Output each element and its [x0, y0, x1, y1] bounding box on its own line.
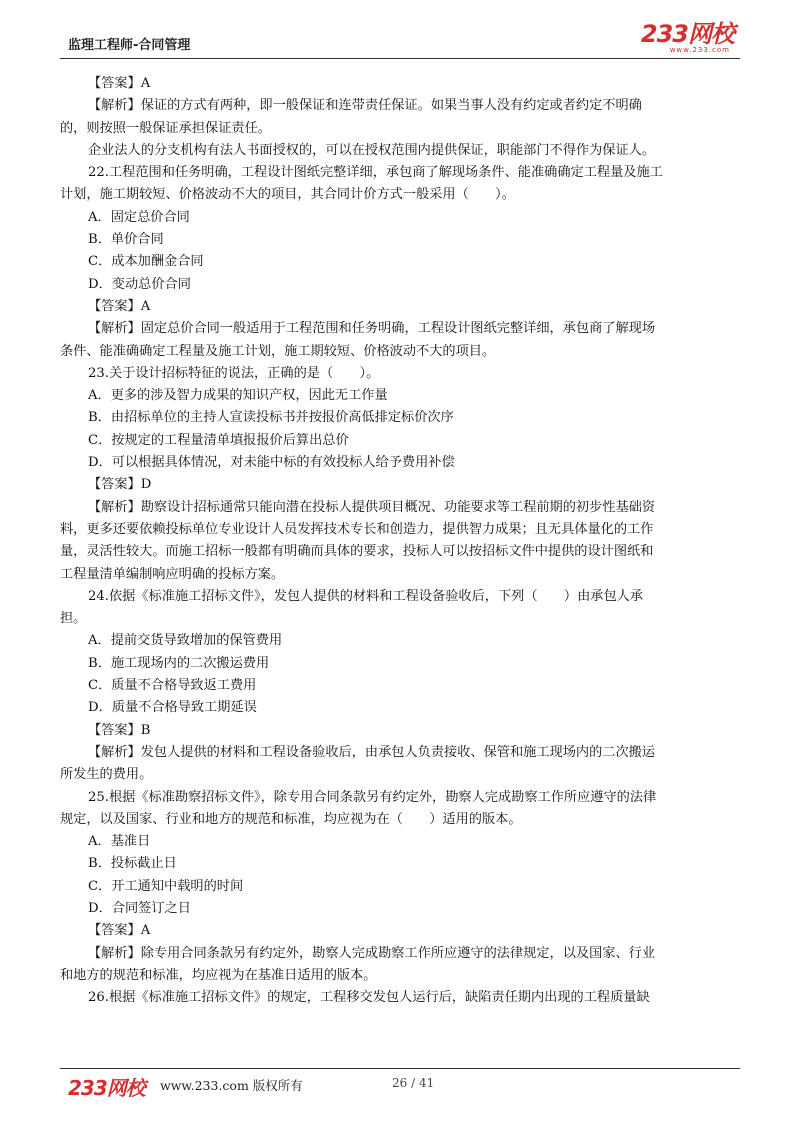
answer-line: 【答案】A	[88, 923, 151, 939]
page-number: 26 / 41	[392, 1076, 435, 1090]
question-25: 25.根据《标准勘察招标文件》，除专用合同条款另有约定外，勘察人完成勘察工作所应遵守的法律	[88, 789, 657, 805]
explanation-line: 的，则按照一般保证承担保证责任。	[60, 120, 271, 136]
logo-url: www.233.com	[669, 46, 730, 54]
question-25-cont: 规定，以及国家、行业和地方的规范和标准，均应视为在（ ）适用的版本。	[60, 811, 522, 827]
explanation-line: 企业法人的分支机构有法人书面授权的，可以在授权范围内提供保证，职能部门不得作为保证人。	[88, 142, 656, 158]
option-b: B．由招标单位的主持人宣读投标书并按报价高低排定标价次序	[88, 410, 454, 426]
option-d: D．变动总价合同	[88, 276, 191, 292]
explanation-line: 和地方的规范和标准，均应视为在基准日适用的版本。	[60, 967, 377, 983]
option-c: C．质量不合格导致返工费用	[88, 678, 257, 694]
page-footer	[60, 1072, 740, 1098]
option-c: C．成本加酬金合同	[88, 254, 204, 270]
question-23: 23.关于设计招标特征的说法，正确的是（ ）。	[88, 365, 380, 381]
option-d: D．可以根据具体情况，对未能中标的有效投标人给予费用补偿	[88, 455, 455, 471]
explanation-line: 【解析】除专用合同条款另有约定外，勘察人完成勘察工作所应遵守的法律规定，以及国家、行业	[88, 945, 656, 961]
explanation-line: 【解析】发包人提供的材料和工程设备验收后，由承包人负责接收、保管和施工现场内的二次搬运	[88, 744, 656, 760]
question-22-cont: 计划，施工期较短、价格波动不大的项目，其合同计价方式一般采用（ ）。	[60, 187, 515, 203]
document-title: 监理工程师-合同管理	[68, 38, 191, 53]
option-b: B．单价合同	[88, 232, 164, 248]
answer-line: 【答案】B	[88, 722, 151, 738]
answer-line: 【答案】A	[88, 298, 151, 314]
explanation-line: 工程量清单编制响应明确的投标方案。	[60, 566, 285, 582]
question-24-cont: 担。	[60, 611, 87, 627]
question-24: 24.依据《标准施工招标文件》，发包人提供的材料和工程设备验收后，下列（ ）由承包人承	[88, 588, 644, 604]
logo-text: 233网校	[640, 20, 734, 48]
explanation-line: 【解析】保证的方式有两种，即一般保证和连带责任保证。如果当事人没有约定或者约定不明确	[88, 98, 642, 114]
footer-divider	[60, 1068, 740, 1069]
answer-line: 【答案】D	[88, 477, 152, 493]
document-body	[60, 73, 740, 1009]
explanation-line: 量，灵活性较大。而施工招标一般都有明确而具体的要求，投标人可以按招标文件中提供的设计图纸和	[60, 544, 654, 560]
option-d: D．质量不合格导致工期延误	[88, 700, 257, 716]
question-26: 26.根据《标准施工招标文件》的规定，工程移交发包人运行后，缺陷责任期内出现的工程质量缺	[88, 990, 650, 1006]
option-b: B．投标截止日	[88, 856, 177, 872]
question-22: 22.工程范围和任务明确，工程设计图纸完整详细，承包商了解现场条件、能准确确定工程量及施工	[88, 165, 663, 181]
brand-logo	[641, 22, 734, 54]
footer-copyright: www.233.com 版权所有	[160, 1078, 303, 1093]
option-a: A．更多的涉及智力成果的知识产权，因此无工作量	[88, 388, 388, 404]
explanation-line: 所发生的费用。	[60, 767, 153, 783]
option-c: C．按规定的工程量清单填报报价后算出总价	[88, 432, 349, 448]
footer-logo: 233网校	[68, 1076, 145, 1100]
option-d: D．合同签订之日	[88, 900, 191, 916]
option-c: C．开工通知中载明的时间	[88, 878, 244, 894]
explanation-line: 条件、能准确确定工程量及施工计划，施工期较短、价格波动不大的项目。	[60, 343, 496, 359]
option-a: A．基准日	[88, 834, 151, 850]
page-header	[60, 22, 740, 58]
answer-line: 【答案】A	[88, 76, 151, 91]
option-a: A．固定总价合同	[88, 209, 190, 225]
explanation-line: 【解析】勘察设计招标通常只能向潜在投标人提供项目概况、功能要求等工程前期的初步性基础资	[88, 499, 656, 515]
header-divider	[60, 58, 740, 59]
option-b: B．施工现场内的二次搬运费用	[88, 655, 270, 671]
explanation-line: 料，更多还要依赖投标单位专业设计人员发挥技术专长和创造力，提供智力成果；且无具体量化的工作	[60, 521, 654, 537]
explanation-line: 【解析】固定总价合同一般适用于工程范围和任务明确，工程设计图纸完整详细，承包商了解现场	[88, 321, 656, 337]
option-a: A．提前交货导致增加的保管费用	[88, 633, 283, 649]
